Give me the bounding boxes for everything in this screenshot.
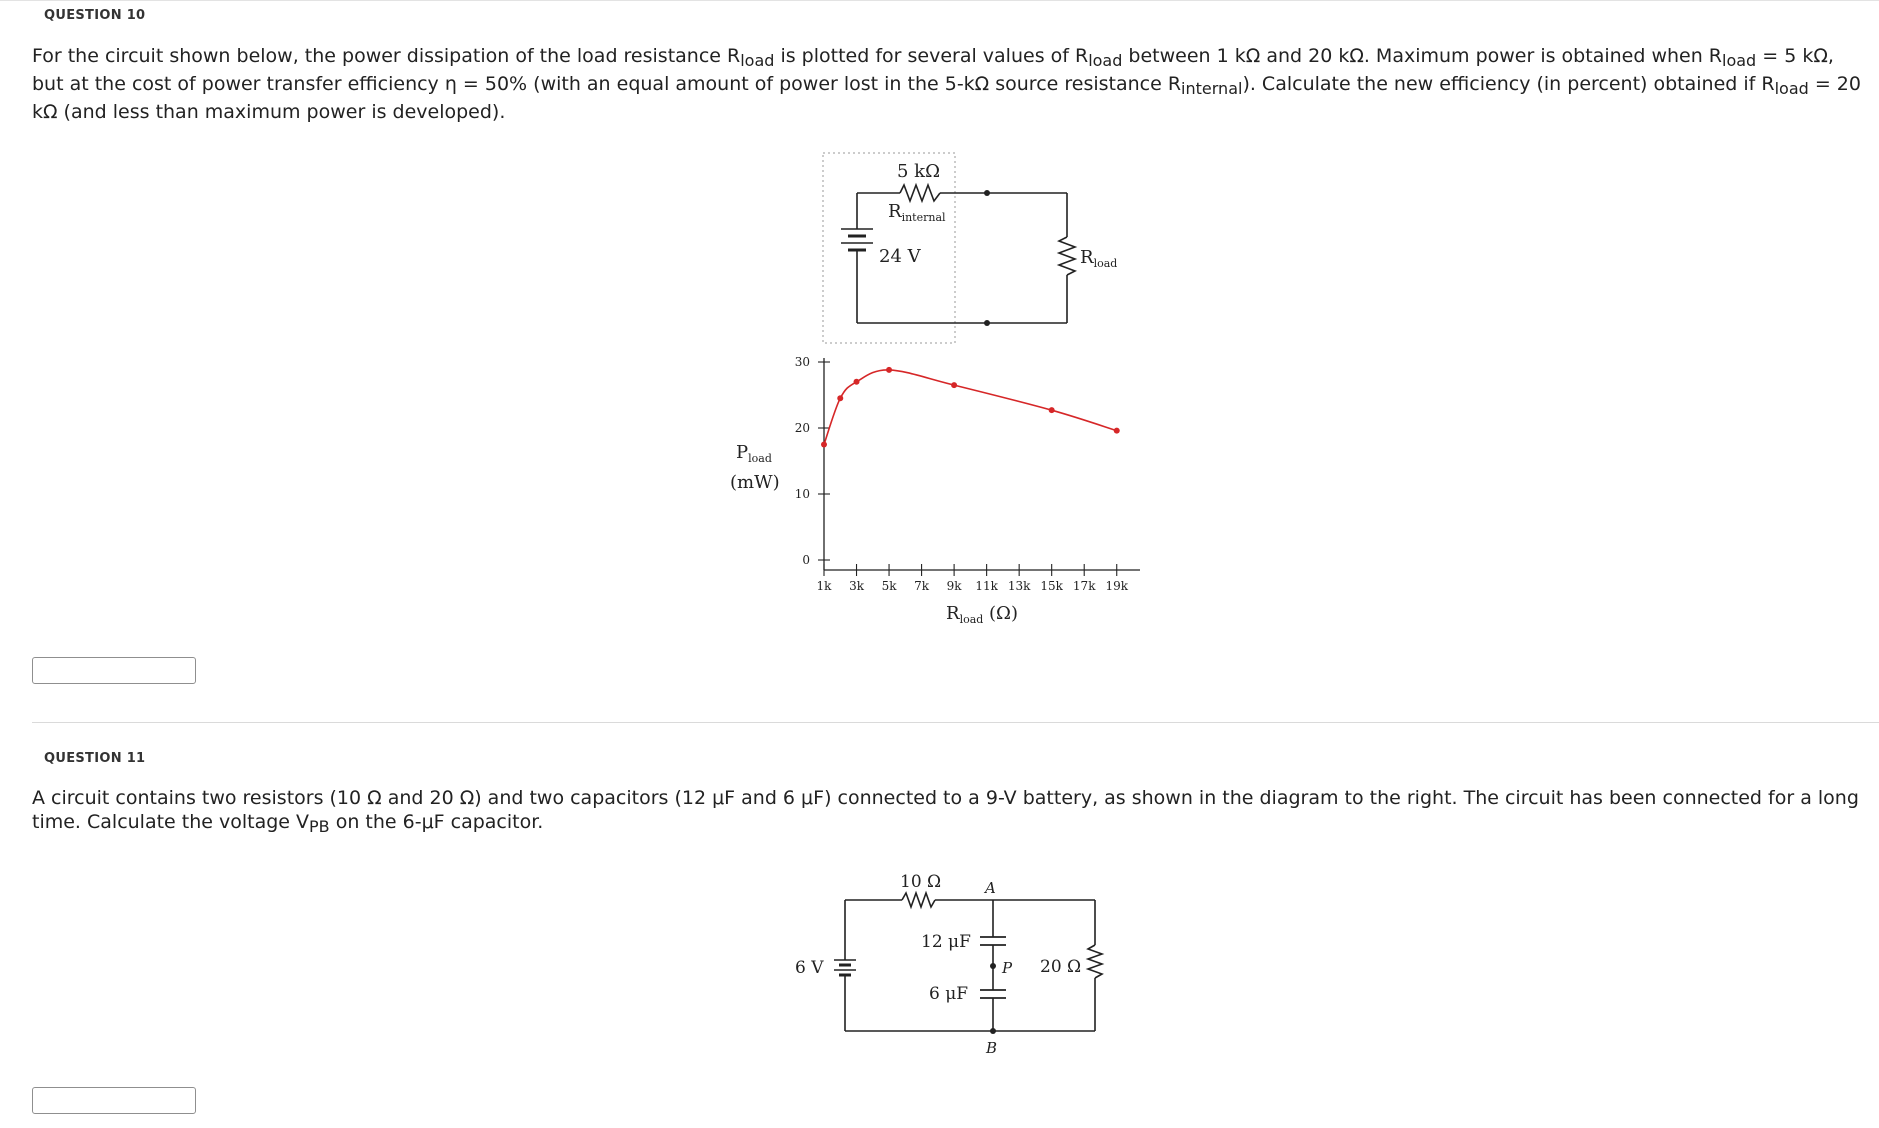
y-axis-unit: (mW) — [730, 472, 780, 493]
internal-resistor-value: 5 kΩ — [897, 161, 941, 182]
data-point — [951, 382, 957, 388]
data-point — [854, 379, 860, 385]
question-11-text: A circuit contains two resistors (10 Ω and 20 Ω) and two capacitors (12 μF and 6 μF) connected to a 9-V battery, as shown in the diagram to the right. The circuit has been connected for a long time. Calculate the voltage $V_{PB}$ on the 6-μF capacitor. — [32, 787, 1859, 836]
y-tick-label: 10 — [794, 487, 810, 501]
question-divider — [32, 722, 1879, 723]
node-p-label: P — [1002, 959, 1013, 977]
battery-6v-label: 6 V — [795, 958, 824, 978]
y-tick-label: 20 — [794, 421, 810, 435]
x-tick-label: 1k — [816, 579, 832, 593]
y-tick-label: 0 — [802, 553, 810, 567]
top-border — [0, 0, 1879, 1]
y-axis-label: $P_{load}$ — [736, 442, 772, 465]
question-11-heading: QUESTION 11 — [44, 751, 146, 766]
capacitor-6uf-label: 6 μF — [929, 984, 969, 1004]
node-p-dot — [990, 963, 996, 969]
battery-voltage-label: 24 V — [879, 246, 921, 267]
battery-symbol — [841, 217, 873, 265]
x-tick-label: 7k — [914, 579, 930, 593]
battery-6v-symbol — [834, 960, 856, 975]
question-10-circuit — [800, 145, 1130, 350]
node-b-label: B — [986, 1039, 998, 1057]
load-resistor-symbol — [1059, 237, 1075, 275]
terminal-node-bottom — [984, 320, 990, 326]
question-10-heading: QUESTION 10 — [44, 8, 146, 23]
power-vs-load-chart — [720, 350, 1140, 635]
x-tick-label: 5k — [881, 579, 897, 593]
power-curve-line — [824, 370, 1117, 445]
question-10-text: For the circuit shown below, the power dissipation of the load resistance $R_{load}$ is plotted for several values of $R_{load}$ between 1 kΩ and 20 kΩ. Maximum power is obtained when $R_{load} = 5$ kΩ, but at the cost of power transfer efficiency η = 50% (with an equal amount of power lost in the 5-kΩ source resistance $R_{internal}$). Calculate the new efficiency (in percent) obtained if $R_{load} = 20$ kΩ (and less than maximum power is developed). — [32, 45, 1861, 123]
x-tick-label: 9k — [946, 579, 962, 593]
data-point — [886, 367, 892, 373]
x-tick-label: 3k — [849, 579, 864, 593]
x-tick-label: 19k — [1105, 579, 1129, 593]
data-point — [821, 442, 827, 448]
node-a-label: A — [985, 879, 996, 897]
question-11-circuit — [780, 865, 1120, 1065]
internal-resistor-symbol — [900, 185, 940, 201]
data-point — [1049, 407, 1055, 413]
resistor-20-ohm-symbol — [1088, 945, 1102, 978]
internal-resistor-label: $R_{internal}$ — [888, 201, 946, 224]
capacitor-12uf-label: 12 μF — [921, 932, 971, 952]
y-tick-label: 30 — [794, 355, 810, 369]
x-tick-label: 13k — [1007, 579, 1031, 593]
question-10-answer-input[interactable] — [32, 657, 196, 684]
question-11-answer-input[interactable] — [32, 1087, 196, 1114]
x-tick-label: 15k — [1040, 579, 1063, 593]
terminal-node-top — [984, 190, 990, 196]
x-axis-label: $R_{load}$ (Ω) — [946, 603, 1019, 626]
data-point — [837, 395, 843, 401]
load-resistor-label: $R_{load}$ — [1080, 247, 1118, 270]
resistor-10-ohm-label: 10 Ω — [900, 872, 942, 892]
resistor-20-ohm-label: 20 Ω — [1040, 957, 1082, 977]
resistor-10-ohm-symbol — [902, 893, 935, 907]
x-tick-label: 17k — [1072, 579, 1096, 593]
data-point — [1114, 428, 1120, 434]
x-tick-label: 11k — [975, 579, 998, 593]
